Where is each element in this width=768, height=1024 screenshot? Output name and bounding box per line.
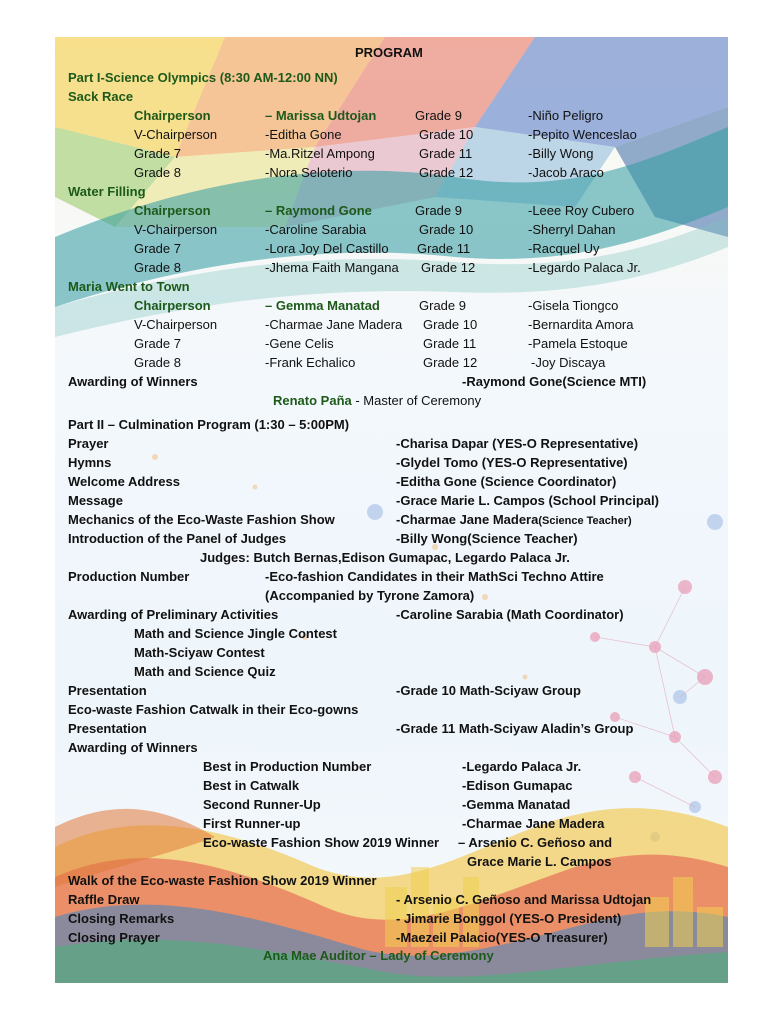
role-label: Grade 7 [134,241,181,256]
role-label: Grade 8 [134,165,181,180]
role-person: -Editha Gone [265,127,342,142]
closing-label: Closing Remarks [68,911,175,926]
grade-label: Grade 10 [419,127,474,142]
event-name: Water Filling [68,184,146,199]
role-label: Grade 7 [134,336,181,351]
grade-label: Grade 12 [419,165,474,180]
awarding-label: Awarding of Winners [68,374,198,389]
role-person: – Marissa Udtojan [265,108,377,123]
role-person: -Caroline Sarabia [265,222,367,237]
role-person: -Nora Seloterio [265,165,353,180]
grade-label: Grade 11 [423,336,477,351]
grade-teacher: -Billy Wong [528,146,594,161]
role-label: Chairperson [134,108,211,123]
winner-award-label: Eco-waste Fashion Show 2019 Winner [203,835,440,850]
program-sheet [55,37,728,983]
program-item-label: Introduction of the Panel of Judges [68,531,287,546]
mc-role: - Master of Ceremony [351,393,482,408]
event-name: Sack Race [68,89,134,104]
award-person: -Legardo Palaca Jr. [462,759,582,774]
role-label: Grade 8 [134,260,181,275]
grade-teacher: -Jacob Araco [528,165,604,180]
grade-teacher: -Bernardita Amora [528,317,634,332]
grade-teacher: -Leee Roy Cubero [528,203,635,218]
part1-heading: Part I-Science Olympics (8:30 AM-12:00 NN) [68,70,338,85]
presentation-label: Presentation [68,683,147,698]
person-name: -Charmae Jane Madera [396,512,539,527]
walk-line: Walk of the Eco-waste Fashion Show 2019 Winner [68,873,377,888]
program-item-person: -Editha Gone (Science Coordinator) [396,474,617,489]
grade-teacher: -Sherryl Dahan [528,222,616,237]
grade-teacher: -Pepito Wenceslao [528,127,637,142]
awarding-person: -Raymond Gone(Science MTI) [462,374,647,389]
awarding-winners-label: Awarding of Winners [68,740,198,755]
grade-teacher: -Racquel Uy [528,241,600,256]
part2-heading: Part II – Culmination Program (1:30 – 5:00PM) [68,417,350,432]
closing-person: - Arsenio C. Geñoso and Marissa Udtojan [396,892,652,907]
grade-label: Grade 11 [419,146,473,161]
master-of-ceremony [273,393,481,409]
role-person: – Gemma Manatad [265,298,380,313]
grade-label: Grade 12 [421,260,476,275]
grade-label: Grade 9 [415,203,462,218]
winner-award-person2: Grace Marie L. Campos [467,854,612,869]
program-item-label: Mechanics of the Eco-Waste Fashion Show [68,512,335,527]
award-person: -Charmae Jane Madera [462,816,605,831]
grade-label: Grade 10 [419,222,474,237]
role-person: -Charmae Jane Madera [265,317,403,332]
role-person: -Ma.Ritzel Ampong [265,146,375,161]
grade-label: Grade 12 [423,355,478,370]
program-item-label: Prayer [68,436,109,451]
program-item-person: -Grace Marie L. Campos (School Principal) [396,493,659,508]
program-item-label: Welcome Address [68,474,180,489]
role-label: V-Chairperson [134,127,218,142]
program-item-label: Message [68,493,123,508]
award-label: First Runner-up [203,816,301,831]
grade-label: Grade 11 [417,241,471,256]
program-item-person [396,512,632,529]
contest-item: Math and Science Quiz [134,664,276,679]
presentation-label: Presentation [68,721,147,736]
role-label: Chairperson [134,298,211,313]
role-label: Grade 7 [134,146,181,161]
grade-teacher: -Niño Peligro [528,108,604,123]
role-person: -Gene Celis [265,336,334,351]
program-title: PROGRAM [355,45,423,60]
grade-teacher: -Joy Discaya [531,355,606,370]
presentation-person: -Grade 10 Math-Sciyaw Group [396,683,581,698]
role-label: V-Chairperson [134,222,218,237]
role-label: Grade 8 [134,355,181,370]
award-person: -Edison Gumapac [462,778,573,793]
award-label: Best in Production Number [203,759,372,774]
award-label: Second Runner-Up [203,797,321,812]
catwalk-line: Eco-waste Fashion Catwalk in their Eco-gowns [68,702,359,717]
role-person: -Jhema Faith Mangana [265,260,399,275]
contest-item: Math and Science Jingle Contest [134,626,337,641]
prelim-person: -Caroline Sarabia (Math Coordinator) [396,607,624,622]
grade-teacher: -Legardo Palaca Jr. [528,260,641,275]
closing-label: Raffle Draw [68,892,140,907]
production-line1: -Eco-fashion Candidates in their MathSci Techno Attire [265,569,604,584]
role-label: V-Chairperson [134,317,218,332]
prelim-label: Awarding of Preliminary Activities [68,607,279,622]
grade-label: Grade 9 [415,108,462,123]
program-item-label: Hymns [68,455,112,470]
closing-person: - Jimarie Bonggol (YES-O President) [396,911,622,926]
grade-teacher: -Gisela Tiongco [528,298,619,313]
production-line2: (Accompanied by Tyrone Zamora) [265,588,475,603]
winner-award-person: – Arsenio C. Geñoso and [458,835,613,850]
role-person: -Frank Echalico [265,355,356,370]
closing-label: Closing Prayer [68,930,160,945]
role-label: Chairperson [134,203,211,218]
role-person: -Lora Joy Del Castillo [265,241,389,256]
grade-label: Grade 9 [419,298,466,313]
program-item-person: -Charisa Dapar (YES-O Representative) [396,436,639,451]
closing-person: -Maezeil Palacio(YES-O Treasurer) [396,930,608,945]
program-item-person: -Billy Wong(Science Teacher) [396,531,578,546]
event-name: Maria Went to Town [68,279,190,294]
judges-line: Judges: Butch Bernas,Edison Gumapac, Legardo Palaca Jr. [200,550,570,565]
award-label: Best in Catwalk [203,778,300,793]
grade-label: Grade 10 [423,317,478,332]
production-label: Production Number [68,569,190,584]
grade-teacher: -Pamela Estoque [528,336,628,351]
contest-item: Math-Sciyaw Contest [134,645,265,660]
presentation-person: -Grade 11 Math-Sciyaw Aladin’s Group [396,721,634,736]
award-person: -Gemma Manatad [462,797,571,812]
program-item-person: -Glydel Tomo (YES-O Representative) [396,455,628,470]
person-note: (Science Teacher) [538,515,632,527]
mc-name: Renato Paña [273,393,352,408]
role-person: – Raymond Gone [265,203,372,218]
lady-of-ceremony: Ana Mae Auditor – Lady of Ceremony [263,948,494,963]
